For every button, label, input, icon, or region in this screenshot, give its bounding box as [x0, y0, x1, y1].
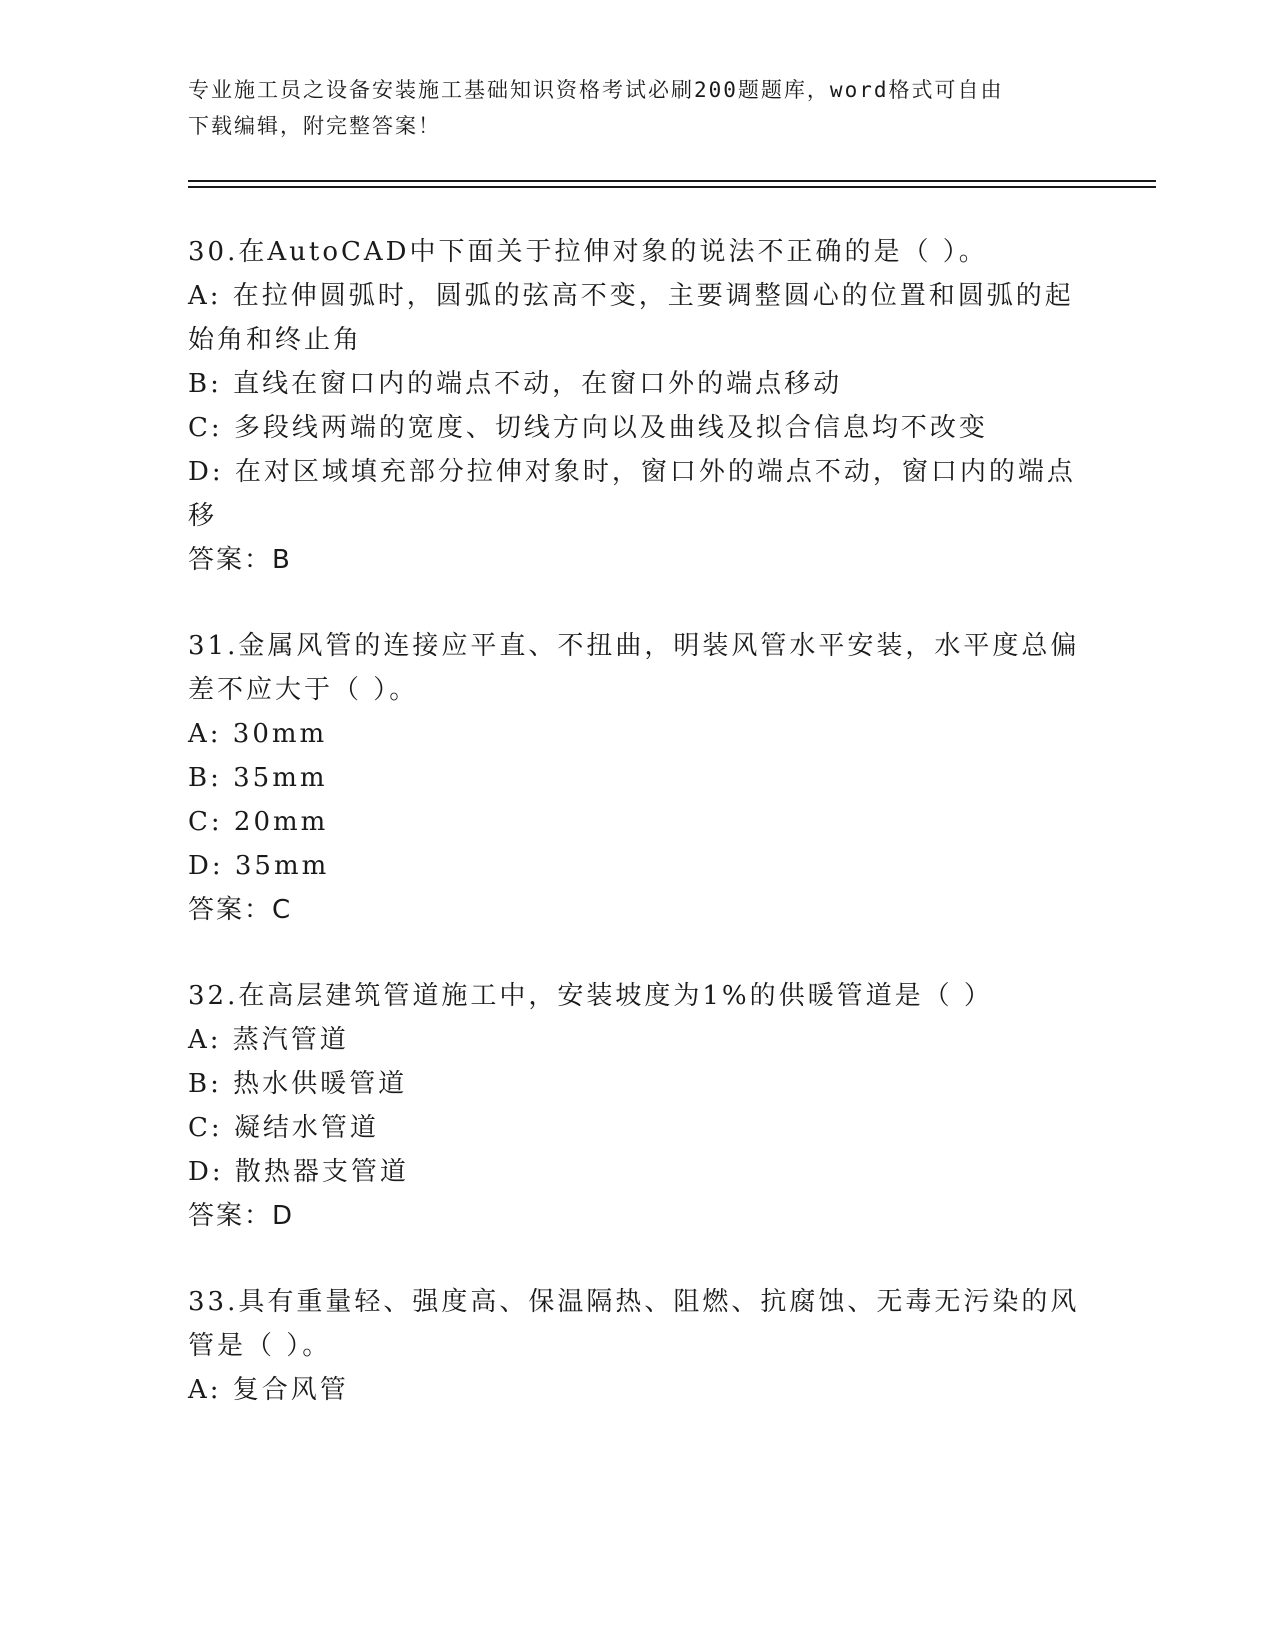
question-32-option-a: A: 蒸汽管道 — [188, 1025, 349, 1055]
question-30-option-d-cont: 移 — [188, 501, 218, 531]
question-30-option-c: C: 多段线两端的宽度、切线方向以及曲线及拟合信息均不改变 — [188, 413, 988, 443]
header-rule-bottom — [188, 186, 1156, 188]
question-32-answer: 答案：D — [188, 1201, 295, 1231]
question-31-stem: 31.金属风管的连接应平直、不扭曲，明装风管水平安装，水平度总偏 — [188, 631, 1080, 661]
header-line-2: 下载编辑，附完整答案！ — [188, 114, 441, 138]
question-31-option-b: B: 35mm — [188, 763, 328, 793]
question-31-option-a: A: 30mm — [188, 719, 328, 749]
question-33-option-a: A: 复合风管 — [188, 1375, 349, 1405]
question-30-option-a-cont: 始角和终止角 — [188, 325, 363, 355]
question-31-stem-cont: 差不应大于（ ）。 — [188, 675, 419, 705]
question-33-stem-cont: 管是（ ）。 — [188, 1331, 332, 1361]
question-32-option-b: B: 热水供暖管道 — [188, 1069, 408, 1099]
question-32-option-c: C: 凝结水管道 — [188, 1113, 379, 1143]
question-32-option-d: D: 散热器支管道 — [188, 1157, 409, 1187]
question-30-option-a: A: 在拉伸圆弧时，圆弧的弦高不变，主要调整圆心的位置和圆弧的起 — [188, 281, 1074, 311]
page-header — [188, 72, 1068, 144]
question-30-stem: 30.在AutoCAD中下面关于拉伸对象的说法不正确的是（ ）。 — [188, 237, 988, 267]
question-31-option-d: D: 35mm — [188, 851, 330, 881]
question-31-option-c: C: 20mm — [188, 807, 329, 837]
question-32-stem: 32.在高层建筑管道施工中，安装坡度为1%的供暖管道是（ ） — [188, 981, 993, 1011]
question-30-answer: 答案：B — [188, 545, 292, 575]
header-rule-top — [188, 180, 1156, 182]
question-30-option-b: B: 直线在窗口内的端点不动，在窗口外的端点移动 — [188, 369, 843, 399]
question-31-answer: 答案：C — [188, 895, 293, 925]
header-line-1: 专业施工员之设备安装施工基础知识资格考试必刷200题题库，word格式可自由 — [188, 78, 1004, 102]
question-30-option-d: D: 在对区域填充部分拉伸对象时，窗口外的端点不动，窗口内的端点 — [188, 457, 1076, 487]
question-33-stem: 33.具有重量轻、强度高、保温隔热、阻燃、抗腐蚀、无毒无污染的风 — [188, 1287, 1080, 1317]
